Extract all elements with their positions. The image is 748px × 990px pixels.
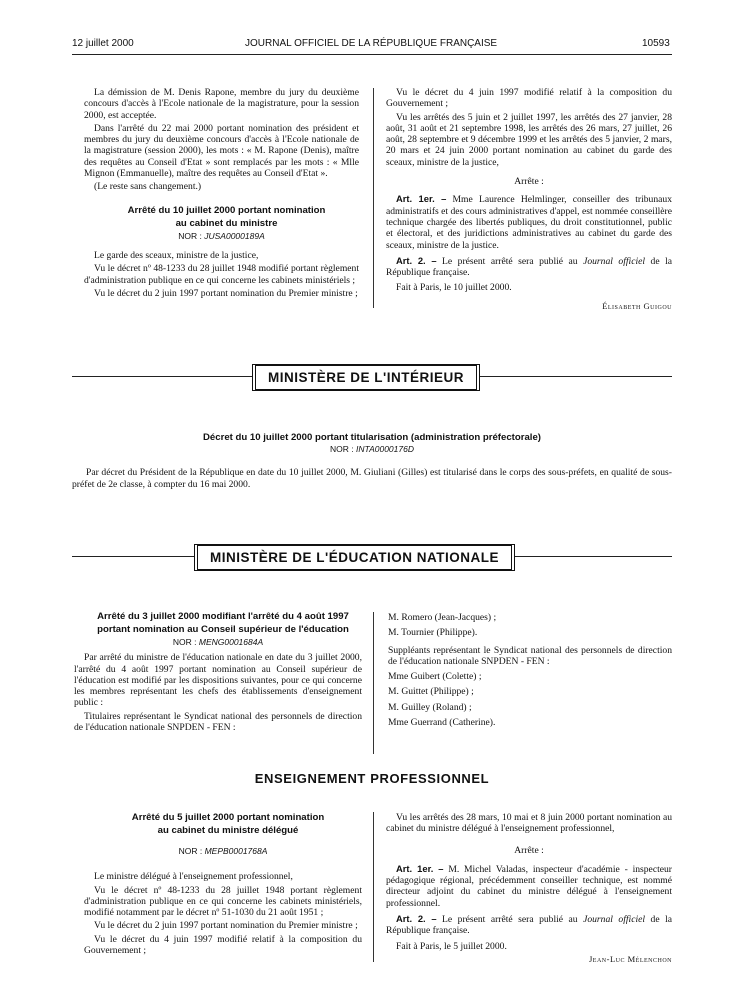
fait-a-paris: Fait à Paris, le 5 juillet 2000. xyxy=(396,940,507,952)
article-1: Art. 1er. – M. Michel Valadas, inspecteur d'académie - inspecteur pédagogique régional, précédemment conseiller technique, est nommé directeur adjoint du cabinet du ministre délégué à l'enseignement professionnel. xyxy=(386,862,672,909)
ministry-box xyxy=(252,364,480,391)
decree-title: portant nomination au Conseil supérieur de l'éducation xyxy=(97,624,349,635)
list-item: M. Tournier (Philippe). xyxy=(388,627,478,639)
interieur-decree xyxy=(72,432,672,462)
decree-title: Décret du 10 juillet 2000 portant titularisation (administration préfectorale) xyxy=(203,432,541,443)
paragraph: Dans l'arrêté du 22 mai 2000 portant nomination des président et membres du jury du deuxième concours d'accès à l'Ecole nationale de la magistrature (session 2000), les mots : « M. Rapone (Denis), maître des requêtes au Conseil d'Etat » sont remplacés par les mots : « Mlle Mignon (Emmanuelle), maître des requêtes au Conseil d'Etat ». xyxy=(84,122,359,180)
paragraph: Vu le décret nº 48-1233 du 28 juillet 1948 portant règlement d'administration publique en ce qui concerne les cabinets ministériels, modifié notamment par le décret nº 51-1030 du 21 août 1951 ; xyxy=(84,884,362,919)
paragraph: Le ministre délégué à l'enseignement professionnel, xyxy=(94,871,293,883)
header-journal-title: JOURNAL OFFICIEL DE LA RÉPUBLIQUE FRANÇAISE xyxy=(245,38,498,49)
list-item: M. Guittet (Philippe) ; xyxy=(388,686,474,698)
decree-title: Arrêté du 5 juillet 2000 portant nomination xyxy=(131,812,325,823)
nor-reference: NOR : MENG0001684A xyxy=(172,637,264,647)
paragraph: Titulaires représentant le Syndicat national des personnels de direction de l'éducation nationale SNPDEN - FEN : xyxy=(74,710,362,734)
education-right-column xyxy=(388,612,672,732)
education-left-column xyxy=(74,611,362,735)
decree-title: au cabinet du ministre xyxy=(175,217,278,229)
column-divider xyxy=(373,812,374,962)
paragraph: Vu le décret du 2 juin 1997 portant nomination du Premier ministre ; xyxy=(94,287,358,299)
paragraph: Vu le décret du 2 juin 1997 portant nomination du Premier ministre ; xyxy=(94,920,358,932)
ministry-interieur-band xyxy=(72,370,672,411)
section-heading: ENSEIGNEMENT PROFESSIONNEL xyxy=(254,771,490,786)
nor-reference: NOR : MEPB0001768A xyxy=(178,846,268,856)
ens-pro-right-column xyxy=(386,812,672,965)
arrete-heading: Arrête : xyxy=(514,844,544,856)
paragraph: Le garde des sceaux, ministre de la justice, xyxy=(94,249,259,261)
header-page-number: 10593 xyxy=(642,38,670,49)
list-item: Mme Guibert (Colette) ; xyxy=(388,671,482,683)
ministry-title: MINISTÈRE DE L'INTÉRIEUR xyxy=(255,365,477,390)
paragraph: La démission de M. Denis Rapone, membre du jury du deuxième concours d'accès à l'Ecole nationale de la magistrature, pour la session 2000, est acceptée. xyxy=(84,87,359,121)
decree-title: Arrêté du 10 juillet 2000 portant nomination xyxy=(127,204,326,216)
list-item: M. Romero (Jean-Jacques) ; xyxy=(388,612,497,623)
signature: Jean-Luc Mélenchon xyxy=(588,953,672,964)
list-item: Mme Guerrand (Catherine). xyxy=(388,717,496,729)
column-divider xyxy=(373,88,374,308)
header-date: 12 juillet 2000 xyxy=(72,38,134,49)
arrete-heading: Arrête : xyxy=(514,176,544,188)
ministry-box xyxy=(194,544,515,571)
paragraph: Vu les arrêtés des 28 mars, 10 mai et 8 juin 2000 portant nomination au cabinet du ministre délégué à l'enseignement professionnel, xyxy=(386,812,672,835)
list-item: M. Guilley (Roland) ; xyxy=(388,701,472,713)
decree-title: Arrêté du 3 juillet 2000 modifiant l'arrêté du 4 août 1997 xyxy=(97,611,349,622)
nor-reference: NOR : INTA0000176D xyxy=(330,444,414,454)
ministry-education-band xyxy=(72,550,672,591)
article-2: Art. 2. – Le présent arrêté sera publié au Journal officiel de la République française. xyxy=(386,254,672,279)
paragraph: Vu le décret nº 48-1233 du 28 juillet 1948 modifié portant règlement d'administration publique en ce qui concerne les cabinets ministériels ; xyxy=(84,263,359,286)
column-divider xyxy=(373,612,374,754)
ministry-title: MINISTÈRE DE L'ÉDUCATION NATIONALE xyxy=(197,545,512,570)
paragraph: (Le reste sans changement.) xyxy=(94,181,202,193)
nor-reference: NOR : JUSA0000189A xyxy=(178,230,265,241)
paragraph: Vu les arrêtés des 5 juin et 2 juillet 1997, les arrêtés des 27 janvier, 28 août, 31 août et 21 septembre 1998, les arrêtés des 26 mars, 27 juillet, 26 août, 28 septembre et 9 décembre 1999 et les arrêtés des 5 janvier, 2 mars, 20 mars et 24 juin 2000 portant nomination au cabinet du garde des sceaux, ministre de la justice, xyxy=(386,111,672,168)
top-right-column xyxy=(386,87,672,312)
header-rule xyxy=(72,54,672,55)
signature: Élisabeth Guigou xyxy=(602,300,672,311)
decree-title: au cabinet du ministre délégué xyxy=(157,825,299,836)
paragraph: Suppléants représentant le Syndicat national des personnels de direction de l'éducation nationale SNPDEN - FEN : xyxy=(388,644,672,667)
paragraph: Vu le décret du 4 juin 1997 modifié relatif à la composition du Gouvernement ; xyxy=(386,87,672,110)
ens-pro-left-column xyxy=(84,812,362,958)
article-2: Art. 2. – Le présent arrêté sera publié au Journal officiel de la République française. xyxy=(386,913,672,937)
article-1: Art. 1er. – Mme Laurence Helmlinger, conseiller des tribunaux administratifs et des cours administratives d'appel, est nommée conseillère technique chargée des libertés publiques, du droit constitutionnel, public et électoral, et des juridictions administratives au cabinet du garde des sceaux, ministre de la justice. xyxy=(386,193,672,251)
fait-a-paris: Fait à Paris, le 10 juillet 2000. xyxy=(396,282,512,294)
paragraph: Vu le décret du 4 juin 1997 modifié relatif à la composition du Gouvernement ; xyxy=(84,933,362,957)
interieur-text: Par décret du Président de la République en date du 10 juillet 2000, M. Giuliani (Gilles) est titularisé dans le corps des sous-préfets, en qualité de sous-préfet de 2e classe, à compter du 16 mai 2000. xyxy=(72,467,672,490)
paragraph: Par arrêté du ministre de l'éducation nationale en date du 3 juillet 2000, l'arrêté du 4 août 1997 portant nomination au Conseil supérieur de l'éducation est modifié par les dispositions suivantes, pour ce qui concerne les membres représentant les chefs des établissements d'enseignement public : xyxy=(74,652,362,709)
top-left-column xyxy=(84,87,359,301)
